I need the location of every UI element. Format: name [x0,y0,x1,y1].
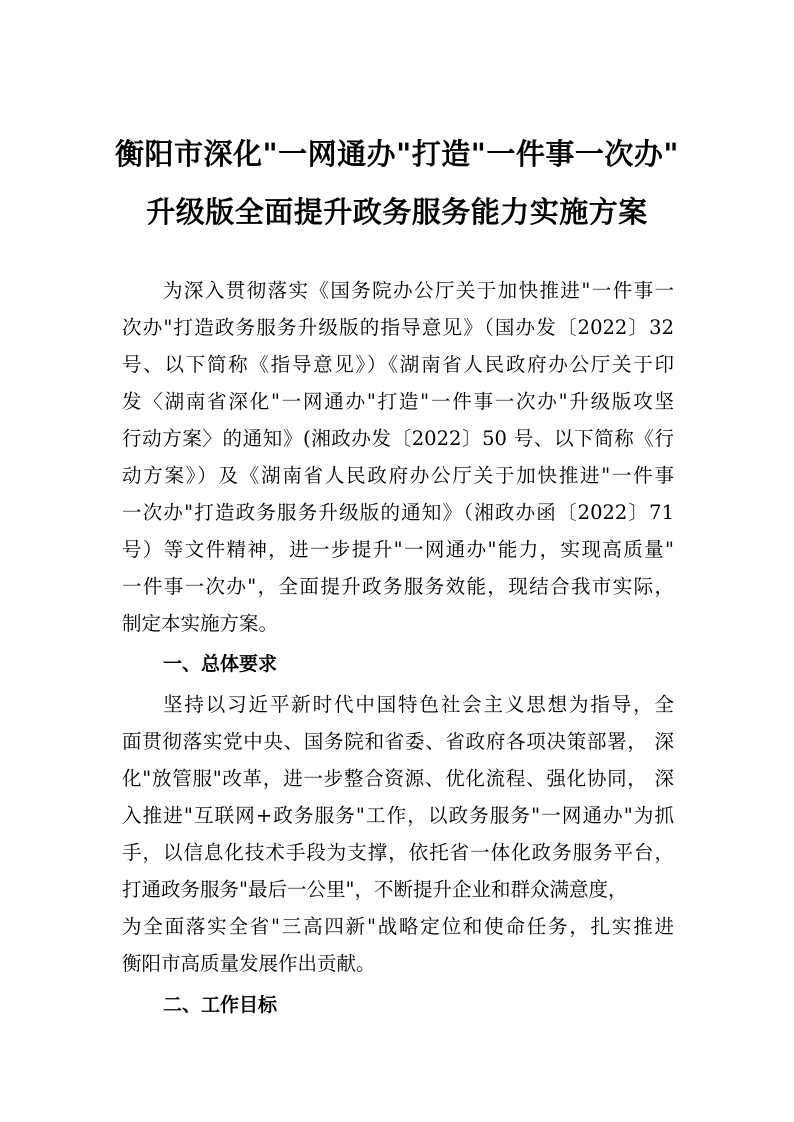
intro-paragraph-line: 次办"打造政务服务升级版的指导意见》（国办发〔2022〕32 [122,316,674,339]
intro-paragraph-line: 号、以下简称《指导意见》）《湖南省人民政府办公厅关于印 [122,353,674,376]
intro-paragraph-line: 号）等文件精神，进一步提升"一网通办"能力，实现高质量" [122,538,674,561]
section1-paragraph-line: 化"放管服"改革，进一步整合资源、优化流程、强化协同， 深 [122,767,674,790]
section1-paragraph-line: 坚持以习近平新时代中国特色社会主义思想为指导，全 [163,693,674,716]
section-heading-overall-requirements: 一、总体要求 [163,653,278,675]
section1-paragraph-line: 面贯彻落实党中央、国务院和省委、省政府各项决策部署， 深 [122,730,674,753]
section1-paragraph-line: 入推进"互联网+政务服务"工作，以政务服务"一网通办"为抓 [122,804,674,827]
section1-paragraph-line: 衡阳市高质量发展作出贡献。 [122,952,376,975]
intro-paragraph-line: 动方案》）及《湖南省人民政府办公厅关于加快推进"一件事 [122,464,674,487]
document-title-line-2: 升级版全面提升政务服务能力实施方案 [146,195,648,229]
intro-paragraph-line: 发〈湖南省深化"一网通办"打造"一件事一次办"升级版攻坚 [122,390,674,413]
intro-paragraph-line: 制定本实施方案。 [122,612,279,635]
section1-paragraph-line: 打通政务服务"最后一公里"，不断提升企业和群众满意度， [122,878,628,901]
intro-paragraph-line: 一次办"打造政务服务升级版的通知》（湘政办函〔2022〕71 [122,501,674,524]
section1-paragraph-line: 手，以信息化技术手段为支撑，依托省一体化政务服务平台， [122,841,674,864]
intro-paragraph-line: 为深入贯彻落实《国务院办公厅关于加快推进"一件事一 [163,279,674,302]
intro-paragraph-line: 一件事一次办"，全面提升政务服务效能，现结合我市实际， [122,575,674,598]
intro-paragraph-line: 行动方案〉的通知》(湘政办发〔2022〕50 号、以下简称《行 [122,427,674,450]
section1-paragraph-line: 为全面落实全省"三高四新"战略定位和使命任务，扎实推进 [122,915,674,938]
document-title-line-1: 衡阳市深化"一网通办"打造"一件事一次办" [115,137,679,171]
section-heading-work-goals: 二、工作目标 [163,994,278,1016]
